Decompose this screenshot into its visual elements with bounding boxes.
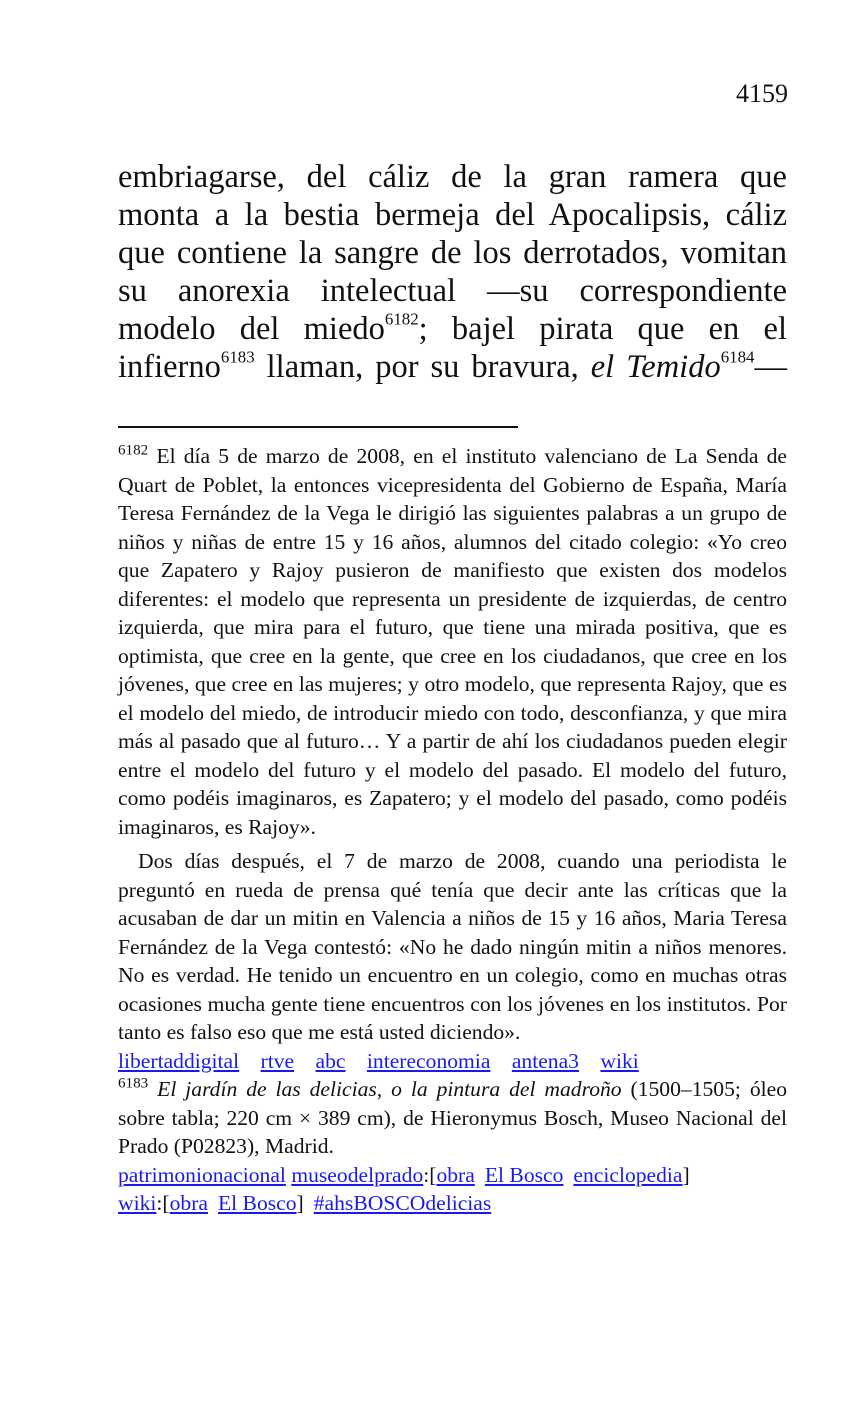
main-text-fragment: —	[754, 349, 787, 385]
ship-name: el Temido	[590, 349, 721, 385]
footnote-number: 6182	[118, 442, 149, 459]
main-line: embriagarse, del cáliz de la gran ramera que	[118, 159, 787, 195]
footnote-paragraph: Dos días después, el 7 de marzo de 2008, cuando una periodista le preguntó en rueda de prensa qué tenía que decir ante las críticas que la acusaban de dar un mitin en Valencia a niños de 15 y 16 años, Maria Teresa Fernández de la Vega contestó: «No he dado ningún mitin a niños menores. No es verdad. He tenido un encuentro en un colegio, como en muchas otras ocasiones mucha gente tiene encuentros con los jóvenes en los institutos. Por tanto es falso eso que me está usted diciendo».	[118, 849, 787, 1044]
main-text-fragment: ; bajel pirata que en el	[418, 311, 787, 347]
main-line	[118, 310, 787, 348]
link-obra[interactable]: obra	[169, 1191, 208, 1215]
link-museodelprado[interactable]: museodelprado	[291, 1162, 424, 1187]
footnote-links	[118, 1047, 787, 1076]
footnote-number: 6183	[118, 1075, 149, 1092]
footnote-text: El día 5 de marzo de 2008, en el instituto valenciano de La Senda de Quart de Poblet, la entonces vicepresidenta del Gobierno de España, María Teresa Fernández de la Vega le dirigió las siguientes palabras a un grupo de niños y niñas de entre 15 y 16 años, alumnos del citado colegio: «Yo creo que Zapatero y Rajoy pusieron de manifiesto que existen dos modelos diferentes: el modelo que representa un presidente de izquierdas, de centro izquierda, que mira para el futuro, que tiene una mirada positiva, que es optimista, que cree en la gente, que cree en los ciudadanos, que cree en los jóvenes, que cree en las mujeres; y otro modelo, que representa Rajoy, que es el modelo del miedo, de introducir miedo con todo, desconfianza, y que mira más al pasado que al futuro… Y a partir de ahí los ciudadanos pueden elegir entre el modelo del futuro y el modelo del pasado. El modelo del futuro, como podéis imaginaros, es Zapatero; y el modelo del pasado, como podéis imaginaros, es Rajoy».	[118, 444, 787, 839]
footnote-ref[interactable]: 6183	[220, 347, 255, 367]
link-rtve[interactable]: rtve	[260, 1048, 295, 1073]
footnote-6183	[118, 1075, 787, 1161]
footnotes	[118, 442, 787, 1218]
link-abc[interactable]: abc	[315, 1048, 346, 1073]
link-antena3[interactable]: antena3	[511, 1048, 579, 1073]
footnote-links	[118, 1161, 787, 1218]
footnote-ref[interactable]: 6184	[720, 347, 755, 367]
footnote-ref[interactable]: 6182	[384, 309, 419, 329]
footnote-6182	[118, 442, 787, 841]
page-number: 4159	[736, 79, 788, 108]
link-separator: ]	[682, 1162, 690, 1187]
artwork-title: El jardín de las delicias, o la pintura del madroño	[157, 1077, 622, 1101]
link-separator: :[	[156, 1191, 170, 1215]
link-separator: :[	[423, 1162, 437, 1187]
main-text-fragment: llaman, por su bravura,	[254, 349, 591, 385]
main-text-fragment: infierno	[118, 349, 221, 385]
link-patrimonionacional[interactable]: patrimonionacional	[118, 1162, 286, 1187]
link-obra[interactable]: obra	[436, 1162, 475, 1187]
main-line: que contiene la sangre de los derrotados, vomitan	[118, 235, 787, 271]
main-text	[118, 158, 787, 386]
main-line: su anorexia intelectual —su correspondiente	[118, 273, 787, 309]
footnote-separator	[118, 426, 518, 428]
link-el-bosco[interactable]: El Bosco	[217, 1191, 297, 1215]
main-line	[118, 348, 787, 386]
link-wiki-bosco[interactable]: wiki	[118, 1191, 157, 1215]
link-enciclopedia[interactable]: enciclopedia	[573, 1162, 683, 1187]
main-line: monta a la bestia bermeja del Apocalipsis, cáliz	[118, 197, 787, 233]
link-intereconomia[interactable]: intereconomia	[366, 1048, 491, 1073]
link-hashtag[interactable]: #ahsBOSCOdelicias	[313, 1191, 492, 1215]
link-wiki[interactable]: wiki	[600, 1048, 639, 1073]
link-separator: ]	[296, 1191, 304, 1215]
main-text-fragment: modelo del miedo	[118, 311, 385, 347]
link-el-bosco[interactable]: El Bosco	[484, 1162, 564, 1187]
footnote-text: (1500–1505; óleo sobre tabla; 220 cm × 389 cm), de Hieronymus Bosch, Museo Nacional del Prado (P02823), Madrid.	[118, 1077, 787, 1158]
link-libertaddigital[interactable]: libertaddigital	[118, 1048, 240, 1073]
